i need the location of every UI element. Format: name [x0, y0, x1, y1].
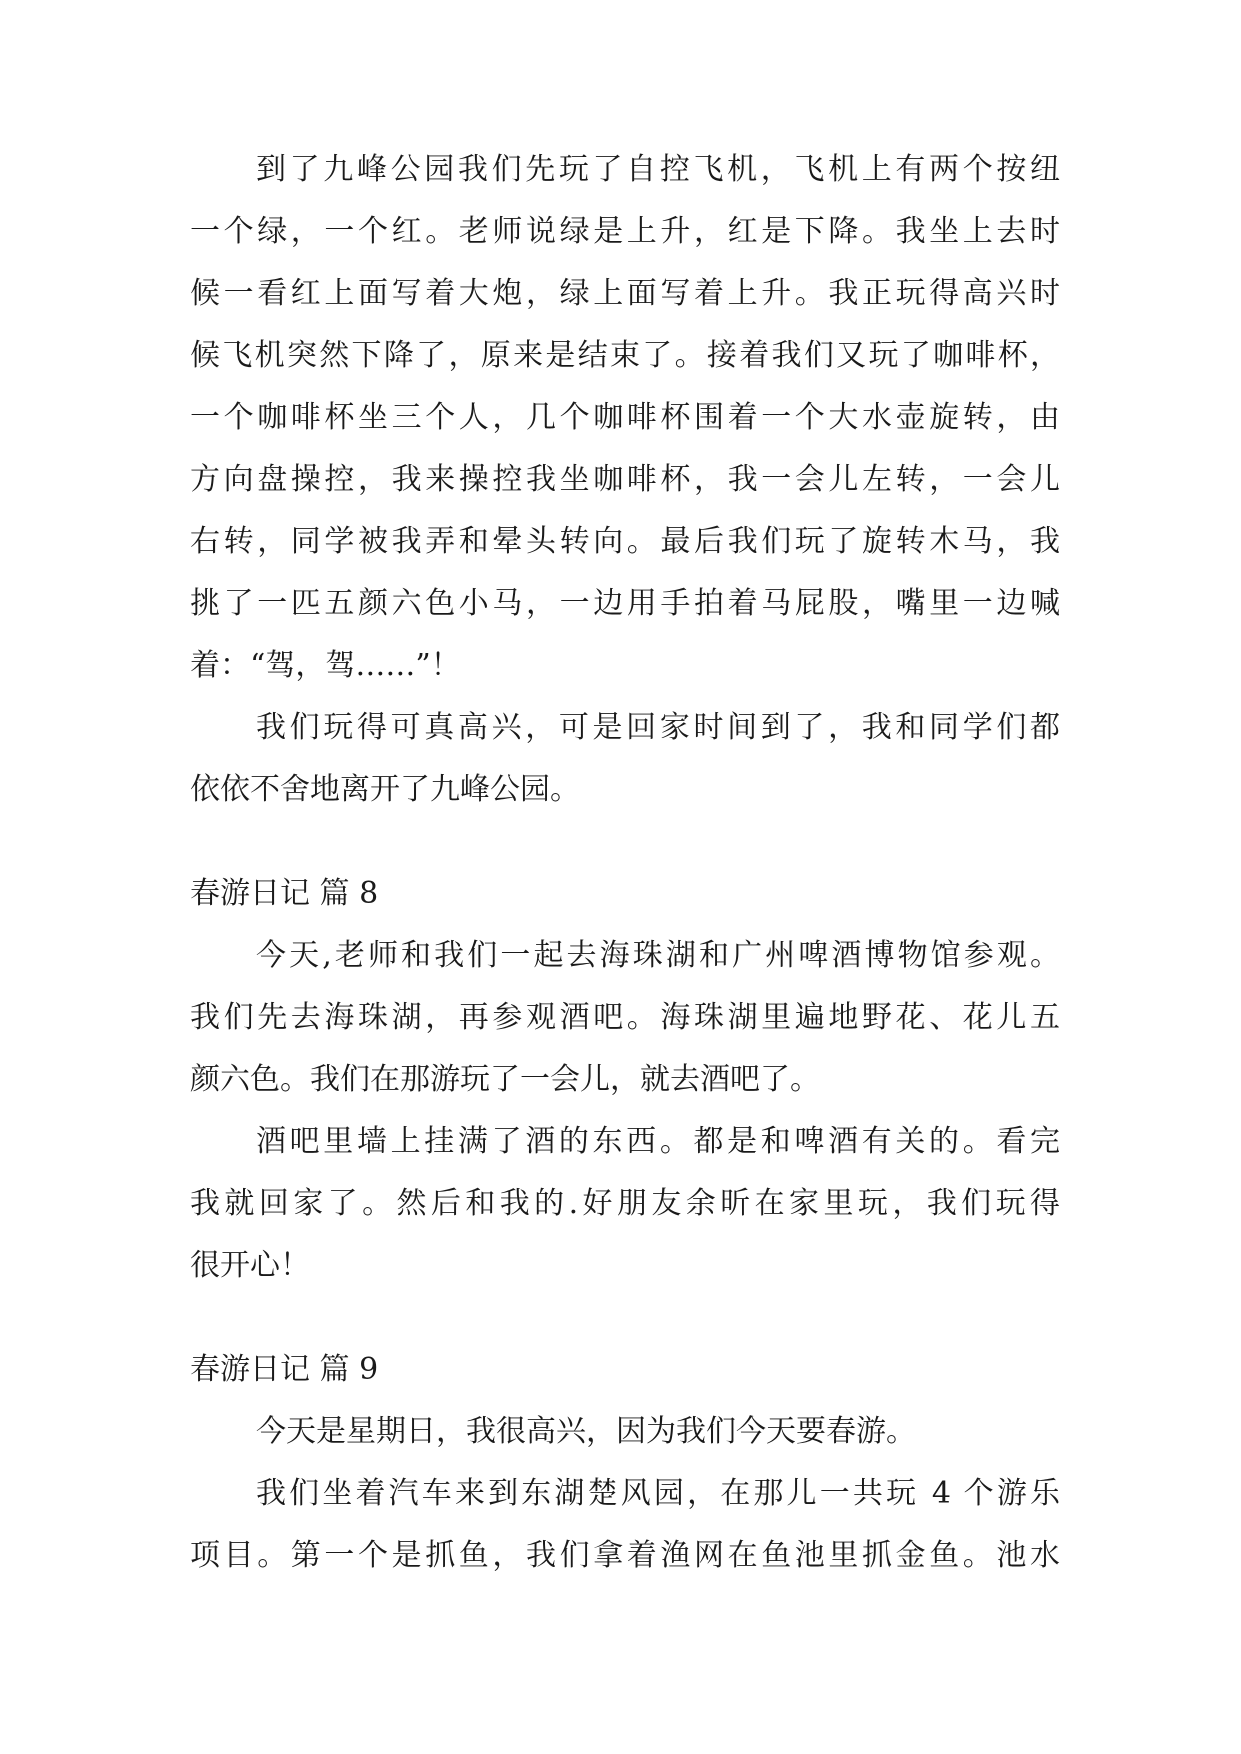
paragraph-line: 一个绿，一个红。老师说绿是上升，红是下降。我坐上去时 [190, 214, 1060, 249]
paragraph-line: 一个咖啡杯坐三个人，几个咖啡杯围着一个大水壶旋转，由 [190, 400, 1060, 435]
paragraph-line: 候飞机突然下降了，原来是结束了。接着我们又玩了咖啡杯， [190, 338, 1060, 373]
paragraph-line: 很开心！ [190, 1248, 310, 1283]
paragraph-line: 方向盘操控，我来操控我坐咖啡杯，我一会儿左转，一会儿 [190, 462, 1060, 497]
section-heading: 春游日记 篇 8 [190, 876, 379, 911]
paragraph-line: 我们先去海珠湖，再参观酒吧。海珠湖里遍地野花、花儿五 [190, 1000, 1060, 1035]
paragraph-line: 挑了一匹五颜六色小马，一边用手拍着马屁股，嘴里一边喊 [190, 586, 1060, 621]
paragraph-line: 着：“驾，驾……”！ [190, 648, 461, 683]
paragraph-line: 依依不舍地离开了九峰公园。 [190, 772, 580, 807]
section-heading: 春游日记 篇 9 [190, 1352, 379, 1387]
paragraph-line: 我就回家了。然后和我的.好朋友余昕在家里玩，我们玩得 [190, 1186, 1060, 1221]
paragraph-line: 右转，同学被我弄和晕头转向。最后我们玩了旋转木马，我 [190, 524, 1060, 559]
paragraph-line: 到了九峰公园我们先玩了自控飞机，飞机上有两个按纽 [256, 152, 1060, 187]
paragraph-line: 候一看红上面写着大炮，绿上面写着上升。我正玩得高兴时 [190, 276, 1060, 311]
paragraph-line: 项目。第一个是抓鱼，我们拿着渔网在鱼池里抓金鱼。池水 [190, 1538, 1060, 1573]
paragraph-line: 酒吧里墙上挂满了酒的东西。都是和啤酒有关的。看完 [256, 1124, 1060, 1159]
paragraph-line: 今天是星期日，我很高兴，因为我们今天要春游。 [256, 1414, 916, 1449]
paragraph-line: 今天,老师和我们一起去海珠湖和广州啤酒博物馆参观。 [256, 938, 1060, 973]
paragraph-line: 我们坐着汽车来到东湖楚风园，在那儿一共玩 4 个游乐 [256, 1476, 1060, 1511]
paragraph-line: 我们玩得可真高兴，可是回家时间到了，我和同学们都 [256, 710, 1060, 745]
paragraph-line: 颜六色。我们在那游玩了一会儿，就去酒吧了。 [190, 1062, 820, 1097]
